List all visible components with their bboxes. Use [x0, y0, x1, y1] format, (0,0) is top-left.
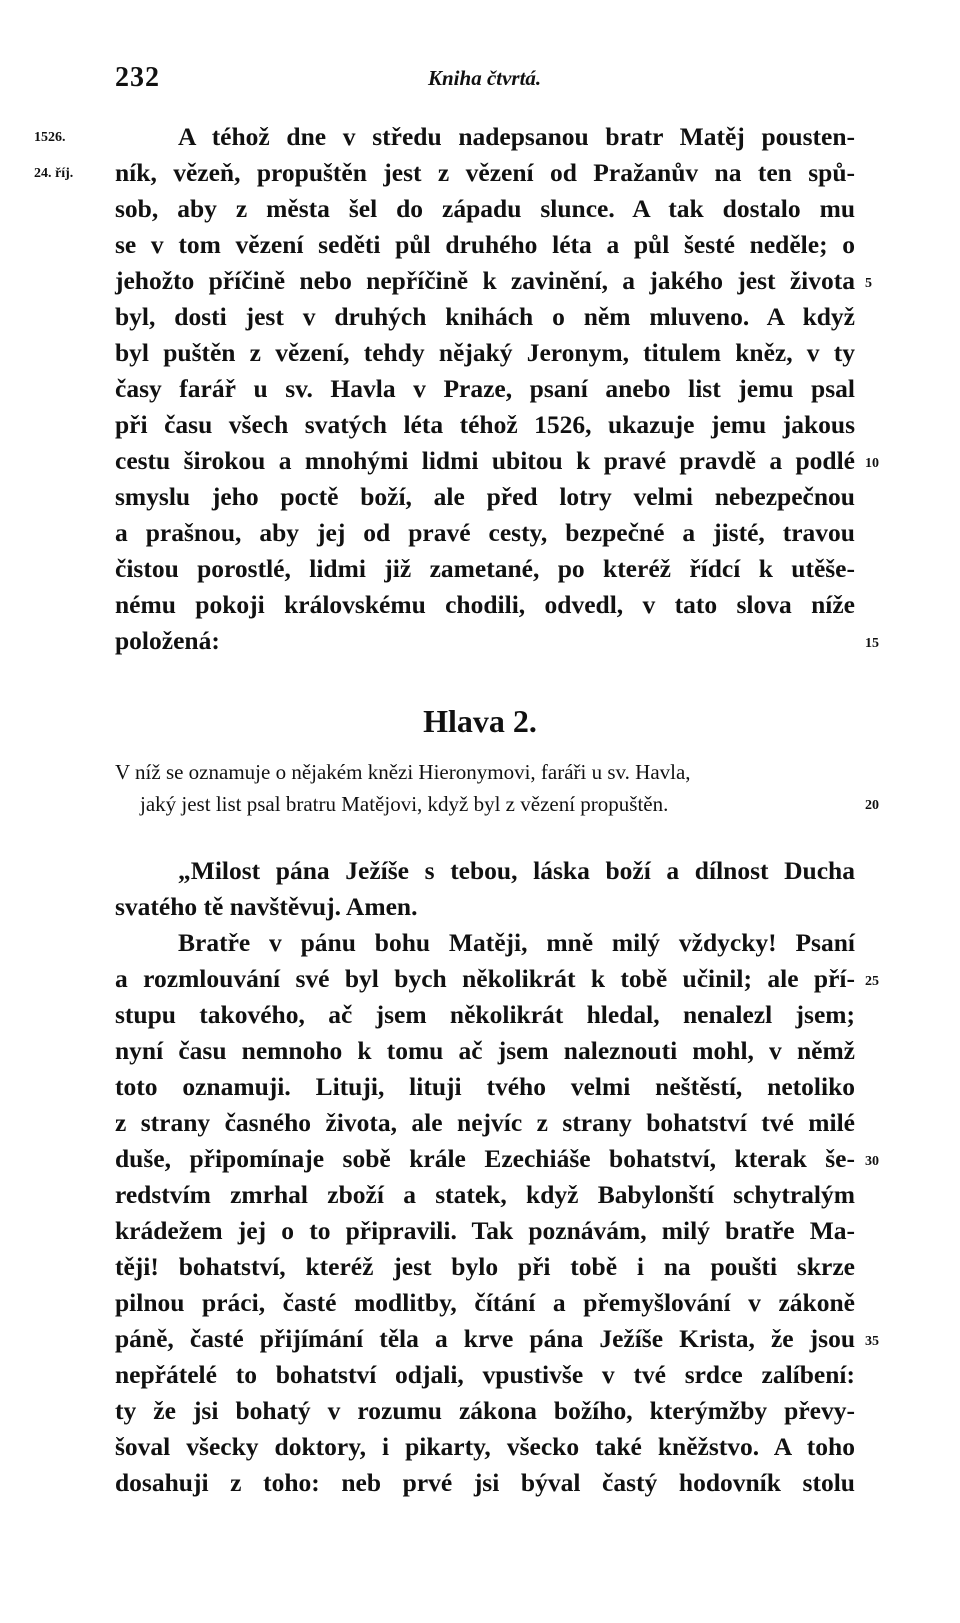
letter-line: šoval všecky doktory, i pikarty, všecko také kněžstvo. A toho [115, 1432, 855, 1461]
running-title: Kniha čtvrtá. [428, 66, 542, 90]
paragraph-line: časy farář u sv. Havla v Praze, psaní anebo list jemu psal [115, 374, 855, 403]
chapter-title: Hlava 2. [423, 703, 537, 739]
letter-line: krádežem jej o to připravili. Tak poznávám, milý bratře Ma- [115, 1216, 855, 1245]
letter-line: těji! bohatství, kteréž jest bylo při tobě i na poušti skrze [115, 1252, 855, 1281]
paragraph-line: byl, dosti jest v druhých knihách o něm mluveno. A když [115, 302, 855, 331]
paragraph-line: byl puštěn z vězení, tehdy nějaký Jeronym, titulem kněz, v ty [115, 338, 855, 367]
letter-line: toto oznamuji. Lituji, lituji tvého velmi neštěstí, netoliko [115, 1072, 855, 1101]
paragraph-line: a prašnou, aby jej od pravé cesty, bezpečné a jisté, travou [115, 518, 855, 547]
letter-line: nepřátelé to bohatství odjali, vpustivše v tvé srdce zalíbení: [115, 1360, 855, 1389]
letter-line: duše, připomínaje sobě krále Ezechiáše bohatství, kterak še- [115, 1144, 855, 1173]
letter-line: z strany časného života, ale nejvíc z strany bohatství tvé milé [115, 1108, 855, 1137]
line-number: 35 [865, 1334, 879, 1349]
line-number: 15 [865, 636, 879, 651]
letter-line: ty že jsi bohatý v rozumu zákona božího, kterýmžby převy- [115, 1396, 855, 1425]
paragraph-line: čistou porostlé, lidmi již zametané, po kteréž řídcí k utěše- [115, 554, 855, 583]
paragraph-line: cestu širokou a mnohými lidmi ubitou k pravé pravdě a podlé [115, 446, 855, 475]
letter-line: pilnou práci, časté modlitby, čítání a přemyšlování v zákoně [115, 1288, 855, 1317]
letter-line: páně, časté přijímání těla a krve pána Ježíše Krista, že jsou [115, 1324, 855, 1353]
line-number: 5 [865, 276, 872, 291]
paragraph-line: A téhož dne v středu nadepsanou bratr Matěj pousten- [178, 122, 855, 151]
letter-line: dosahuji z toho: neb prvé jsi býval častý hodovník stolu [115, 1468, 855, 1497]
line-number: 30 [865, 1154, 879, 1169]
paragraph-line: jehožto příčině nebo nepříčině k zavinění, a jakého jest života [115, 266, 855, 295]
paragraph-line: při času všech svatých léta téhož 1526, ukazuje jemu jakous [115, 410, 855, 439]
letter-line: stupu takového, ač jsem několikrát hledal, nenalezl jsem; [115, 1000, 855, 1029]
paragraph-line: se v tom vězení seděti půl druhého léta a půl šesté neděle; o [115, 230, 855, 259]
margin-note-year: 1526. [34, 130, 66, 145]
paragraph-line: ník, vězeň, propuštěn jest z vězení od Pražanův na ten spů- [115, 158, 855, 187]
page-number: 232 [115, 62, 160, 93]
letter-line: svatého tě navštěvuj. Amen. [115, 892, 418, 921]
paragraph-line: položená: [115, 626, 220, 655]
paragraph-line: smyslu jeho poctě boží, ale před lotry velmi nebezpečnou [115, 482, 855, 511]
letter-line: redstvím zmrhal zboží a statek, když Babylonští schytralým [115, 1180, 855, 1209]
paragraph-line: nému pokoji královskému chodili, odvedl, v tato slova níže [115, 590, 855, 619]
letter-line: a rozmlouvání své byl bych několikrát k tobě učinil; ale pří- [115, 964, 855, 993]
line-number: 20 [865, 798, 879, 813]
chapter-summary-line: V níž se oznamuje o nějakém knězi Hieronymovi, faráři u sv. Havla, [115, 760, 691, 784]
letter-line: nyní času nemnoho k tomu ač jsem naleznouti mohl, v němž [115, 1036, 855, 1065]
chapter-summary-line: jaký jest list psal bratru Matějovi, když byl z vězení propuštěn. [140, 792, 669, 816]
line-number: 10 [865, 456, 879, 471]
paragraph-line: sob, aby z města šel do západu slunce. A tak dostalo mu [115, 194, 855, 223]
letter-line: „Milost pána Ježíše s tebou, láska boží a dílnost Ducha [178, 856, 855, 885]
margin-note-date: 24. říj. [34, 166, 74, 181]
line-number: 25 [865, 974, 879, 989]
letter-line: Bratře v pánu bohu Matěji, mně milý vždycky! Psaní [178, 928, 855, 957]
